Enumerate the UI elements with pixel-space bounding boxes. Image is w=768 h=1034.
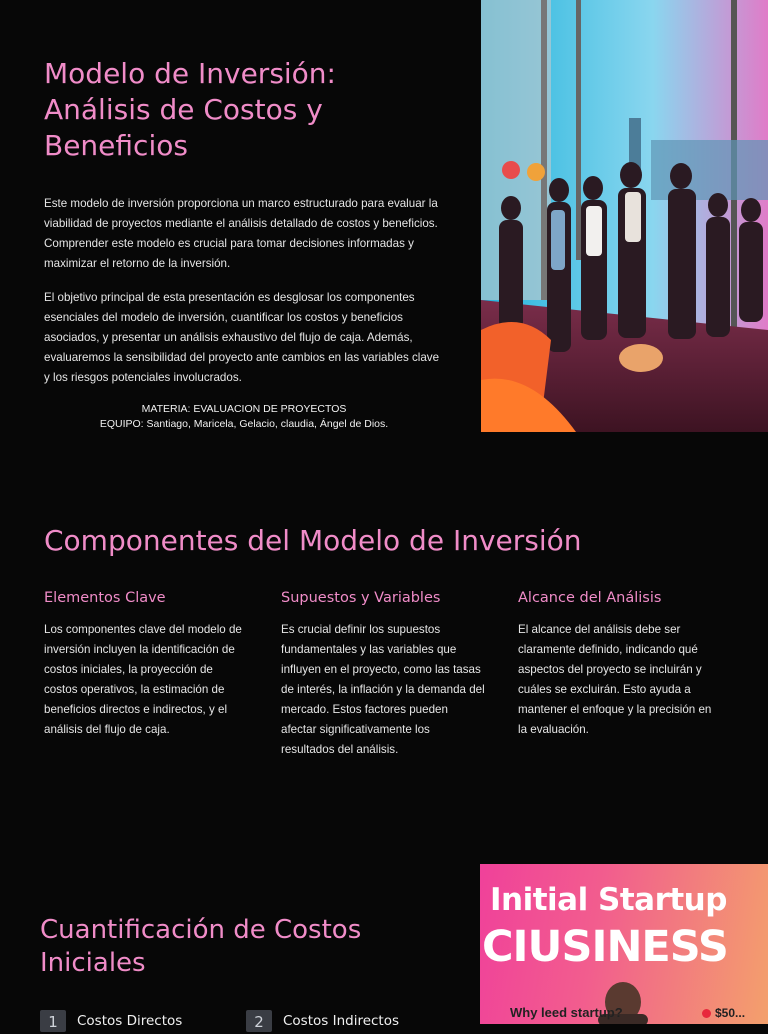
poster-price-label: $50... [715, 1006, 746, 1020]
component-column-assumptions [281, 590, 486, 760]
item-label: Costos Indirectos [283, 1013, 400, 1029]
column-heading: Elementos Clave [44, 590, 166, 606]
components-section [0, 500, 768, 820]
credits [44, 402, 444, 432]
page-title: Modelo de Inversión: Análisis de Costos y Beneficios [44, 57, 336, 162]
column-text: El alcance del análisis debe ser claramente definido, indicando qué aspectos del proyecto se incluirán y cuáles se excluirán. Esto ayuda a mantener el enfoque y la precisión en la evaluación. [518, 623, 712, 736]
components-title: Componentes del Modelo de Inversión [44, 524, 582, 557]
column-text: Es crucial definir los supuestos fundamentales y las variables que influyen en el proyecto, como las tasas de interés, la inflación y la demanda del mercado. Estos factores pueden afectar significativamente los resultados del análisis. [281, 623, 485, 756]
intro-section [0, 0, 768, 432]
column-heading: Alcance del Análisis [518, 590, 662, 606]
poster-question: Why leed startup? [510, 1005, 623, 1020]
costs-section [0, 864, 768, 1031]
list-item-indirect-costs [246, 1010, 399, 1032]
red-dot-icon [702, 1009, 711, 1018]
team-label: EQUIPO: Santiago, Maricela, Gelacio, claudia, Ángel de Dios. [99, 418, 389, 430]
item-number: 1 [40, 1010, 66, 1032]
intro-paragraph-1: Este modelo de inversión proporciona un marco estructurado para evaluar la viabilidad de proyectos mediante el análisis detallado de costos y beneficios. Comprender este modelo es crucial para tomar decisiones informadas y maximizar el retorno de la inversión. [44, 197, 438, 270]
column-text: Los componentes clave del modelo de inversión incluyen la identificación de costos iniciales, la proyección de costos operativos, la estimación de beneficios directos e indirectos, y el análisis del flujo de caja. [44, 623, 242, 736]
startup-poster-image [480, 864, 768, 1024]
office-photo-illustration [481, 0, 768, 432]
course-label: MATERIA: EVALUACION DE PROYECTOS [141, 403, 347, 415]
poster-title-line-1: Initial Startup [490, 882, 727, 918]
intro-text [44, 56, 444, 432]
team-celebration-photo [481, 0, 768, 432]
item-label: Costos Directos [77, 1013, 183, 1029]
intro-paragraph-2: El objetivo principal de esta presentación es desglosar los componentes esenciales del modelo de inversión, cuantificar los costos y beneficios asociados, y presentar un análisis exhaustivo del flujo de caja. Además, evaluaremos la sensibilidad del proyecto ante cambios en las variables clave y los riesgos potenciales involucrados. [44, 291, 440, 384]
item-number: 2 [246, 1010, 272, 1032]
poster-title-line-2: CIUSINESS [482, 922, 728, 972]
column-heading: Supuestos y Variables [281, 590, 441, 606]
list-item-direct-costs [40, 1010, 182, 1032]
component-column-key-elements [44, 590, 249, 740]
component-column-scope [518, 590, 723, 740]
costs-title: Cuantificación de Costos Iniciales [40, 915, 362, 978]
poster-price [702, 1006, 745, 1020]
